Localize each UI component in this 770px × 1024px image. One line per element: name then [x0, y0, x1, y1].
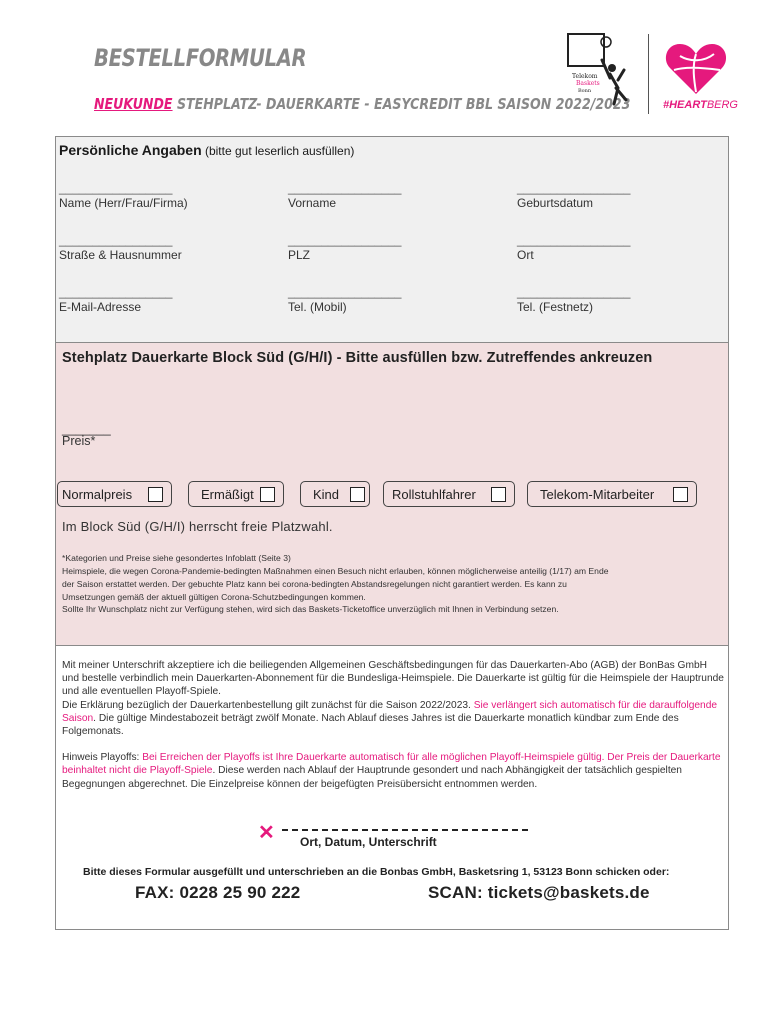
terms-text	[62, 659, 726, 791]
ticket-heading: Stehplatz Dauerkarte Block Süd (G/H/I) - Bitte ausfüllen bzw. Zutreffendes ankreuzen	[62, 350, 653, 366]
option-rollstuhlfahrer[interactable]: Rollstuhlfahrer	[383, 481, 515, 507]
field-blank-line: _________________	[517, 233, 631, 247]
field-blank-line: _________________	[517, 285, 631, 299]
note-line-2: Heimspiele, die wegen Corona-Pandemie-bedingten Maßnahmen einen Besuch nicht erlauben, können möglicherweise anteilig (1/17) am Ende	[62, 566, 609, 576]
field-label: E-Mail-Adresse	[59, 300, 142, 314]
terms-p1: Mit meiner Unterschrift akzeptiere ich die beiliegenden Allgemeinen Geschäftsbedingungen für das Dauerkarten-Abo (AGB) der BonBas GmbH und bestelle verbindlich mein Dauerkarten-Abonnement für die Bundesliga-Heimspiele. Die Dauerkarte ist gültig für die Heimspiele der Hauptrunde und alle eventuellen Playoff-Spiele.	[62, 660, 724, 698]
logo1-line2: Baskets	[576, 80, 600, 87]
field-blank-line: _________________	[288, 181, 402, 195]
terms-p2: Die Erklärung bezüglich der Dauerkartenbestellung gilt zunächst für die Saison 2022/2023. Sie verlängert sich automatisch für die darauffolgende Saison. Die gültige Mindestabozeit beträgt zwölf Monate. Nach Ablauf dieses Jahres ist die Dauerkarte monatlich kündbar zum Ende des Folgemonats.	[62, 699, 718, 738]
field-blank-line: _________________	[59, 233, 173, 247]
field-label: Geburtsdatum	[517, 196, 594, 210]
field-label: PLZ	[288, 248, 311, 262]
logo1-line3: Bonn	[578, 88, 592, 94]
form-subtitle	[94, 95, 630, 113]
checkbox-kind[interactable]	[350, 487, 365, 502]
field-label: Straße & Hausnummer	[59, 248, 182, 262]
field-blank-line: _________________	[288, 233, 402, 247]
telekom-baskets-logo	[562, 30, 634, 118]
heart-bold: #HEART	[663, 99, 707, 111]
field-label: Ort	[517, 248, 534, 262]
field-label: Tel. (Festnetz)	[517, 300, 594, 314]
checkbox-rollstuhlfahrer[interactable]	[491, 487, 506, 502]
logo1-line1: Telekom	[572, 73, 598, 80]
field-tel-festnetz[interactable]	[517, 286, 630, 314]
heart-light: BERG	[706, 99, 738, 111]
field-geburtsdatum[interactable]	[517, 182, 630, 210]
field-vorname[interactable]	[288, 182, 401, 210]
price-field[interactable]: _______ Preis*	[62, 422, 111, 448]
field-blank-line: _________________	[288, 285, 402, 299]
subtitle-text: STEHPLATZ- DAUERKARTE - EASYCREDIT BBL SAISON 2022/2023	[172, 95, 631, 113]
form-title: BESTELLFORMULAR	[94, 44, 307, 72]
field-strasse[interactable]	[59, 234, 182, 262]
personal-heading: Persönliche Angaben (bitte gut leserlich ausfüllen)	[59, 142, 355, 158]
field-tel-mobil[interactable]	[288, 286, 401, 314]
field-blank-line: _________________	[59, 181, 173, 195]
signature-label: Ort, Datum, Unterschrift	[300, 835, 437, 849]
option-normalpreis[interactable]: Normalpreis	[57, 481, 172, 507]
field-blank-line: _________________	[517, 181, 631, 195]
option-kind[interactable]: Kind	[300, 481, 370, 507]
note-line-3: der Saison erstattet werden. Der gebuchte Platz kann bei corona-bedingten Abstandsregelungen nicht garantiert werden. Es kann zu	[62, 579, 567, 589]
checkbox-normalpreis[interactable]	[148, 487, 163, 502]
signature-field[interactable]	[282, 822, 528, 831]
heartberg-text	[663, 99, 738, 111]
fax-number: FAX: 0228 25 90 222	[135, 883, 301, 902]
note-line-5: Sollte Ihr Wunschplatz nicht zur Verfügung stehen, wird sich das Baskets-Ticketoffice unverzüglich mit Ihnen in Verbindung setzen.	[62, 604, 559, 614]
free-choice-text: Im Block Süd (G/H/I) herrscht freie Platzwahl.	[62, 519, 333, 534]
field-email[interactable]	[59, 286, 172, 314]
note-line-1: *Kategorien und Preise siehe gesondertes Infoblatt (Seite 3)	[62, 553, 291, 563]
field-label: Name (Herr/Frau/Firma)	[59, 196, 188, 210]
signature-mark-icon: ✕	[258, 822, 275, 844]
price-label: Preis*	[62, 434, 96, 448]
field-name[interactable]	[59, 182, 188, 210]
option-ermaessigt[interactable]: Ermäßigt	[188, 481, 284, 507]
checkbox-ermaessigt[interactable]	[260, 487, 275, 502]
send-instructions: Bitte dieses Formular ausgefüllt und unterschrieben an die Bonbas GmbH, Basketsring 1, 53123 Bonn schicken oder:	[83, 866, 670, 878]
field-ort[interactable]	[517, 234, 630, 262]
subtitle-highlight: NEUKUNDE	[94, 95, 173, 113]
logo-divider	[648, 34, 649, 114]
field-blank-line: _________________	[59, 285, 173, 299]
scan-email[interactable]: SCAN: tickets@baskets.de	[428, 883, 650, 902]
field-plz[interactable]	[288, 234, 401, 262]
option-telekom-mitarbeiter[interactable]: Telekom-Mitarbeiter	[527, 481, 697, 507]
field-label: Tel. (Mobil)	[288, 300, 347, 314]
note-line-4: Umsetzungen gemäß der aktuell gültigen Corona-Schutzbedingungen kommen.	[62, 592, 366, 602]
terms-p3: Hinweis Playoffs: Bei Erreichen der Playoffs ist Ihre Dauerkarte automatisch für alle möglichen Playoff-Heimspiele gültig. Der Preis der Dauerkarte beinhaltet nicht die Playoff-Spiele. Diese werden nach Ablauf der Hauptrunde gesondert und nach Abhängigkeit der tatsächlich gespielten Begegnungen abgerechnet. Die Einzelpreise können der beigefügten Preisübersicht entnommen werden.	[62, 752, 721, 790]
checkbox-telekom-mitarbeiter[interactable]	[673, 487, 688, 502]
field-label: Vorname	[288, 196, 337, 210]
